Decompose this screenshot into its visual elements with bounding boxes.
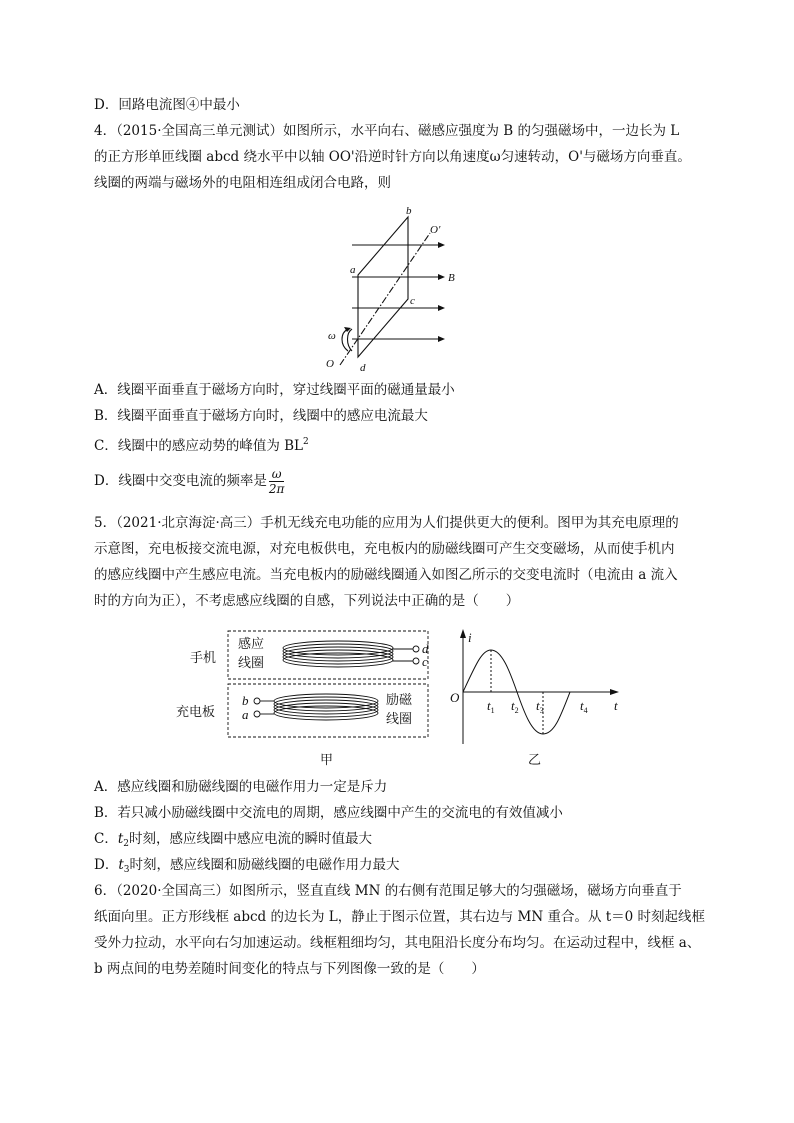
q5-stem-line3: 的感应线圈中产生感应电流。当充电板内的励磁线圈通入如图乙所示的交变电流时（电流由 a 流入	[94, 567, 678, 583]
q4-option-b: B．线圈平面垂直于磁场方向时，线圈中的感应电流最大	[94, 408, 428, 424]
q5-excite-coil-label-2: 线圈	[386, 711, 413, 726]
q5-option-b: B．若只减小励磁线圈中交流电的周期，感应线圈中产生的交流电的有效值减小	[94, 805, 563, 821]
q6-stem-line3: 受外力拉动，水平向右匀加速运动。线框粗细均匀，其电阻沿长度分布均匀。在运动过程中，线框 a、	[94, 935, 701, 951]
q4-label-o: O	[326, 358, 334, 370]
q4-option-a: A．线圈平面垂直于磁场方向时，穿过线圈平面的磁通量最小	[94, 382, 455, 398]
q5-caption-jia: 甲	[320, 752, 334, 767]
q5-option-d	[94, 856, 704, 879]
q5-excite-coil-label-1: 励磁	[386, 692, 413, 707]
q5-tick-t4: $t_4$	[580, 698, 588, 715]
q6-stem-line2: 纸面向里。正方形线框 abcd 的边长为 L，静止于图示位置，其右边与 MN 重合。从 t＝0 时刻起线框	[94, 909, 706, 925]
q5-origin-label: O	[450, 690, 460, 705]
q5-terminal-a: a	[242, 707, 249, 722]
q5-figure-yi	[444, 626, 624, 771]
q5-stem-line4: 时的方向为正），不考虑感应线圈的自感，下列说法中正确的是（ ）	[94, 593, 520, 609]
q5-tick-t3: $t_3$	[536, 698, 544, 715]
q4-fraction-denominator: 2π	[268, 482, 285, 496]
q4-option-d-text: D．线圈中交变电流的频率是	[94, 473, 267, 489]
q4-option-d-fraction	[269, 467, 285, 496]
q5-sense-coil-label-1: 感应	[238, 636, 265, 651]
q5-sense-coil-label-2: 线圈	[238, 655, 265, 670]
q5-option-c-prefix: C．	[94, 831, 118, 847]
q5-option-d-text: 时刻，感应线圈和励磁线圈的电磁作用力最大	[129, 857, 400, 873]
q5-caption-yi: 乙	[528, 752, 542, 767]
q5-tick-t2: $t_2$	[511, 698, 519, 715]
q6-stem-line1: 6．（2020·全国高三）如图所示，竖直直线 MN 的右侧有范围足够大的匀强磁场，磁场方向垂直于	[94, 883, 682, 899]
q4-coil-frame	[358, 217, 408, 357]
q5-terminal-c: c	[422, 654, 428, 669]
q5-terminal-b: b	[242, 693, 249, 708]
q4-option-c	[94, 433, 704, 455]
q4-fraction-numerator: ω	[269, 467, 285, 482]
q3-option-d: D．回路电流图④中最小	[94, 97, 240, 113]
q5-option-c-subscript: 2	[123, 839, 130, 849]
q5-tick-t1: $t_1$	[487, 698, 495, 715]
q5-option-d-prefix: D．	[94, 857, 119, 873]
q5-option-d-t: t	[118, 857, 124, 873]
q5-pad-label: 充电板	[176, 704, 216, 719]
q5-figure-jia	[168, 626, 434, 771]
q4-label-field-b: B	[448, 272, 455, 284]
q5-excitation-coil	[274, 694, 378, 720]
q4-label-omega: ω	[328, 330, 336, 342]
q5-option-d-subscript: 3	[123, 865, 130, 875]
q5-option-a: A．感应线圈和励磁线圈的电磁作用力一定是斥力	[94, 779, 388, 795]
q5-axis-label-i: i	[468, 630, 472, 645]
q4-label-d: d	[360, 362, 366, 374]
q5-option-c-text: 时刻，感应线圈中感应电流的瞬时值最大	[129, 831, 373, 847]
q4-stem-line3: 线圈的两端与磁场外的电阻相连组成闭合电路，则	[94, 175, 391, 191]
q5-stem-line1: 5．（2021·北京海淀·高三）手机无线充电功能的应用为人们提供更大的便利。图甲为其充电原理的	[94, 515, 679, 531]
q4-coil-figure	[320, 205, 460, 375]
q5-option-c	[94, 830, 704, 853]
q4-label-o-prime: O'	[430, 224, 441, 236]
q5-phone-label: 手机	[190, 650, 217, 665]
q4-stem-line1: 4．（2015·全国高三单元测试）如图所示，水平向右、磁感应强度为 B 的匀强磁场中，一边长为 L	[94, 123, 680, 139]
q5-axis-label-t: t	[614, 698, 618, 713]
q4-option-c-exponent: 2	[303, 437, 309, 447]
q4-label-a: a	[350, 264, 356, 276]
q5-induction-coil	[283, 641, 393, 667]
q4-label-c: c	[410, 295, 415, 307]
q5-terminal-d: d	[422, 641, 429, 656]
q4-axis	[340, 233, 430, 365]
q4-option-d	[94, 466, 704, 496]
q4-label-b: b	[406, 205, 412, 217]
q4-option-c-text: C．线圈中的感应动势的峰值为 BL	[94, 438, 304, 454]
q5-stem-line2: 示意图，充电板接交流电源，对充电板供电，充电板内的励磁线圈可产生交变磁场，从而使手机内	[94, 541, 675, 557]
q4-stem-line2: 的正方形单匝线圈 abcd 绕水平中以轴 OO'沿逆时针方向以角速度ω匀速转动，O'与磁场方向垂直。	[94, 149, 691, 165]
q6-stem-line4: b 两点间的电势差随时间变化的特点与下列图像一致的是（ ）	[94, 961, 485, 977]
q5-option-c-t: t	[117, 831, 124, 847]
